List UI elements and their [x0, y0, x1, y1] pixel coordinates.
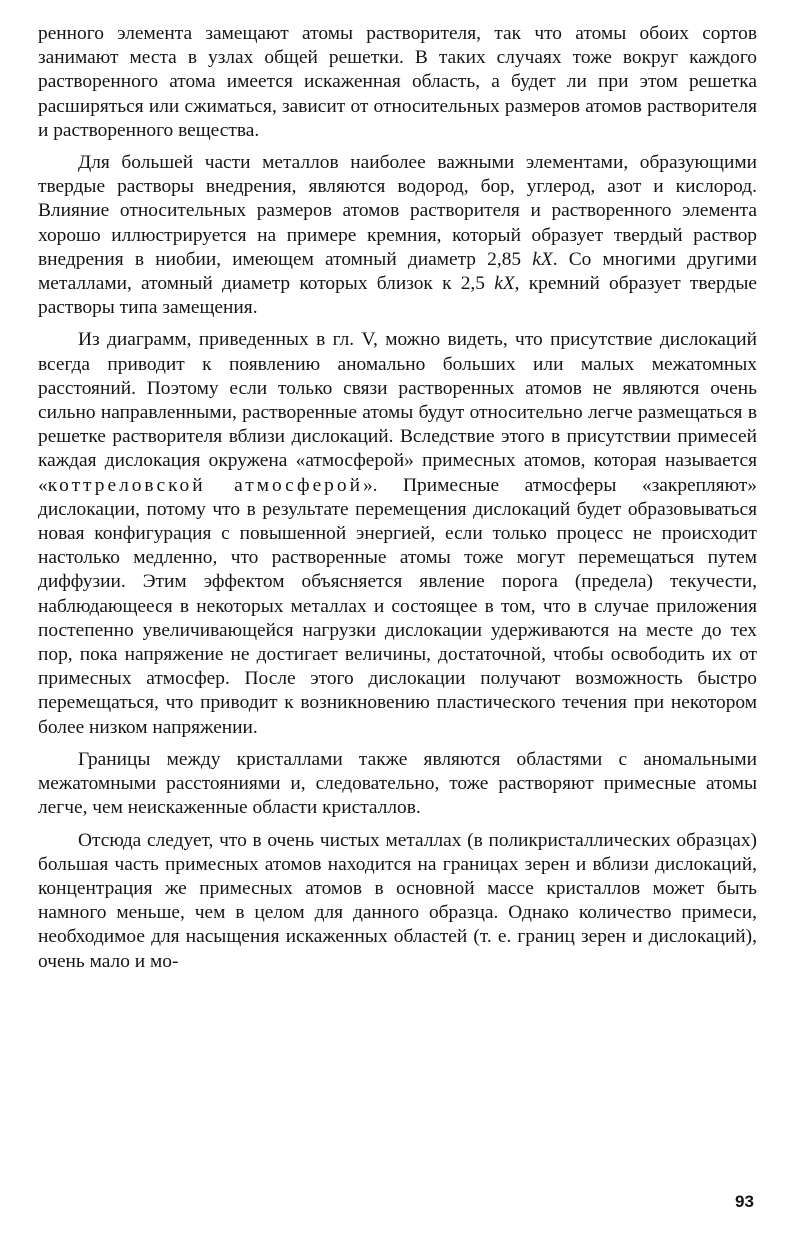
- page-body: [38, 22, 757, 982]
- paragraph-3-text-b: ». Примесные атмосферы «закрепляют» дислокации, потому что в результате перемещения дислокаций будет образовываться новая конфигурация с повышенной энергией, если только процесс не происходит настолько медленно, что растворенные атомы тоже могут перемещаться путем диффузии. Этим эффектом объясняется явление порога (предела) текучести, наблюдающееся в некоторых металлах и состоящее в том, что в случае приложения постепенно увеличивающейся нагрузки дислокации удерживаются на месте до тех пор, пока напряжение не достигает величины, достаточной, чтобы освободить их от примесных атмосфер. После этого дислокации получают возможность быстро перемещаться, что приводит к возникновению пластического течения при некотором более низком напряжении.: [38, 474, 757, 738]
- paragraph-2-text-a: Для большей части металлов наиболее важными элементами, образующими твердые растворы внедрения, являются водород, бор, углерод, азот и кислород. Влияние относительных размеров атомов растворителя и растворенного элемента хорошо иллюстрируется на примере кремния, который образует твердый раствор внедрения в ниобии, имеющем атомный диаметр 2,85: [38, 152, 757, 270]
- spaced-term: коттреловской атмосферой: [47, 474, 363, 496]
- unit-kx: kX: [532, 248, 553, 270]
- paragraph-2: [38, 151, 757, 320]
- paragraph-4: Границы между кристаллами также являются областями с аномальными межатомными расстояниями и, следовательно, тоже растворяют примесные атомы легче, чем неискаженные области кристаллов.: [38, 748, 757, 819]
- page-number: 93: [735, 1192, 754, 1211]
- paragraph-1: ренного элемента замещают атомы растворителя, так что атомы обоих сортов занимают места в узлах общей решетки. В таких случаях тоже вокруг каждого растворенного атома имеется искаженная область, а будет ли при этом решетка расширяться или сжиматься, зависит от относительных размеров атомов растворителя и растворенного вещества.: [38, 23, 757, 141]
- unit-kx: kX: [494, 273, 515, 295]
- paragraph-5: Отсюда следует, что в очень чистых металлах (в поликристаллических образцах) большая часть примесных атомов находится на границах зерен и вблизи дислокаций, концентрация же примесных атомов в основной массе кристаллов может быть намного меньше, чем в целом для данного образца. Однако количество примеси, необходимое для насыщения искаженных областей (т. е. границ зерен и дислокаций), очень мало и мо-: [38, 829, 757, 972]
- paragraph-2-text-c: , кремний образует твердые растворы типа замещения.: [38, 273, 757, 319]
- paragraph-3-text-a: Из диаграмм, приведенных в гл. V, можно видеть, что присутствие дислокаций всегда приводит к появлению аномально больших или малых межатомных расстояний. Поэтому если только связи растворенных атомов не являются очень сильно направленными, растворенные атомы будут относительно легче размещаться в решетке растворителя вблизи дислокаций. Вследствие этого в присутствии примесей каждая дислокация окружена «атмосферой» примесных атомов, которая называется «: [38, 329, 757, 496]
- paragraph-2-text-b: . Со многими другими металлами, атомный диаметр которых близок к 2,5: [38, 248, 758, 295]
- paragraph-3: [38, 328, 757, 739]
